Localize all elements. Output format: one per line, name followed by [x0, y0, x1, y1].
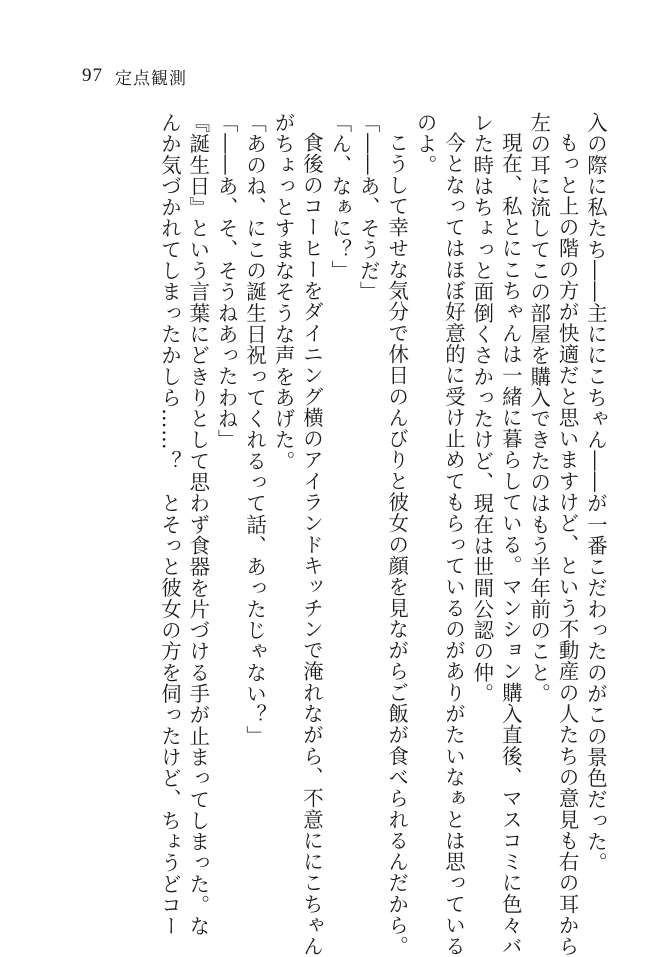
text-line: こうして幸せな気分で休日のんびりと彼女の顔を見ながらご飯が食べられるんだから。 — [385, 132, 410, 957]
text-line: もっと上の階の方が快適だと思いますけど、という不動産の人たちの意見も右の耳から — [555, 132, 580, 957]
text-line: 『誕生日』という言葉にどきりとして思わず食器を片づける手が止まってしまった。な — [186, 112, 211, 937]
body-text — [62, 112, 610, 957]
text-line: 「――あ、そうだ」 — [356, 112, 381, 303]
text-line: 「あのね、にこの誕生日祝ってくれるって話、あったじゃない？」 — [243, 112, 268, 747]
page-header — [82, 64, 187, 88]
text-line: 「――あ、そ、そうねあったわね」 — [214, 112, 239, 451]
text-line: がちょっとすまなそうな声をあげた。 — [271, 112, 296, 472]
text-line: 入の際に私たち――主ににこちゃん――が一番こだわったのがこの景色だった。 — [584, 112, 608, 874]
page-number: 97 — [82, 65, 103, 86]
text-line: 食後のコーヒーをダイニング横のアイランドキッチンで淹れながら、不意ににこちゃん — [299, 132, 324, 957]
text-line: レた時はちょっと面倒くさかったけど、現在は世間公認の仲。 — [470, 112, 495, 705]
text-line: 「ん、なぁに？」 — [328, 112, 353, 282]
chapter-title: 定点観測 — [115, 68, 187, 89]
text-line: 現在、私とにこちゃんは一緒に暮らしている。マンション購入直後、マスコミに色々バ — [498, 132, 523, 957]
text-line: 左の耳に流してこの部屋を購入できたのはもう半年前のこと。 — [527, 112, 552, 705]
text-line: んか気づかれてしまったかしら……？ とそっと彼女の方を伺ったけど、ちょうどコー — [157, 112, 182, 937]
text-line: のよ。 — [413, 112, 438, 176]
text-line: 今となってはほぼ好意的に受け止めてもらっているのがありがたいなぁとは思っている — [441, 132, 466, 957]
